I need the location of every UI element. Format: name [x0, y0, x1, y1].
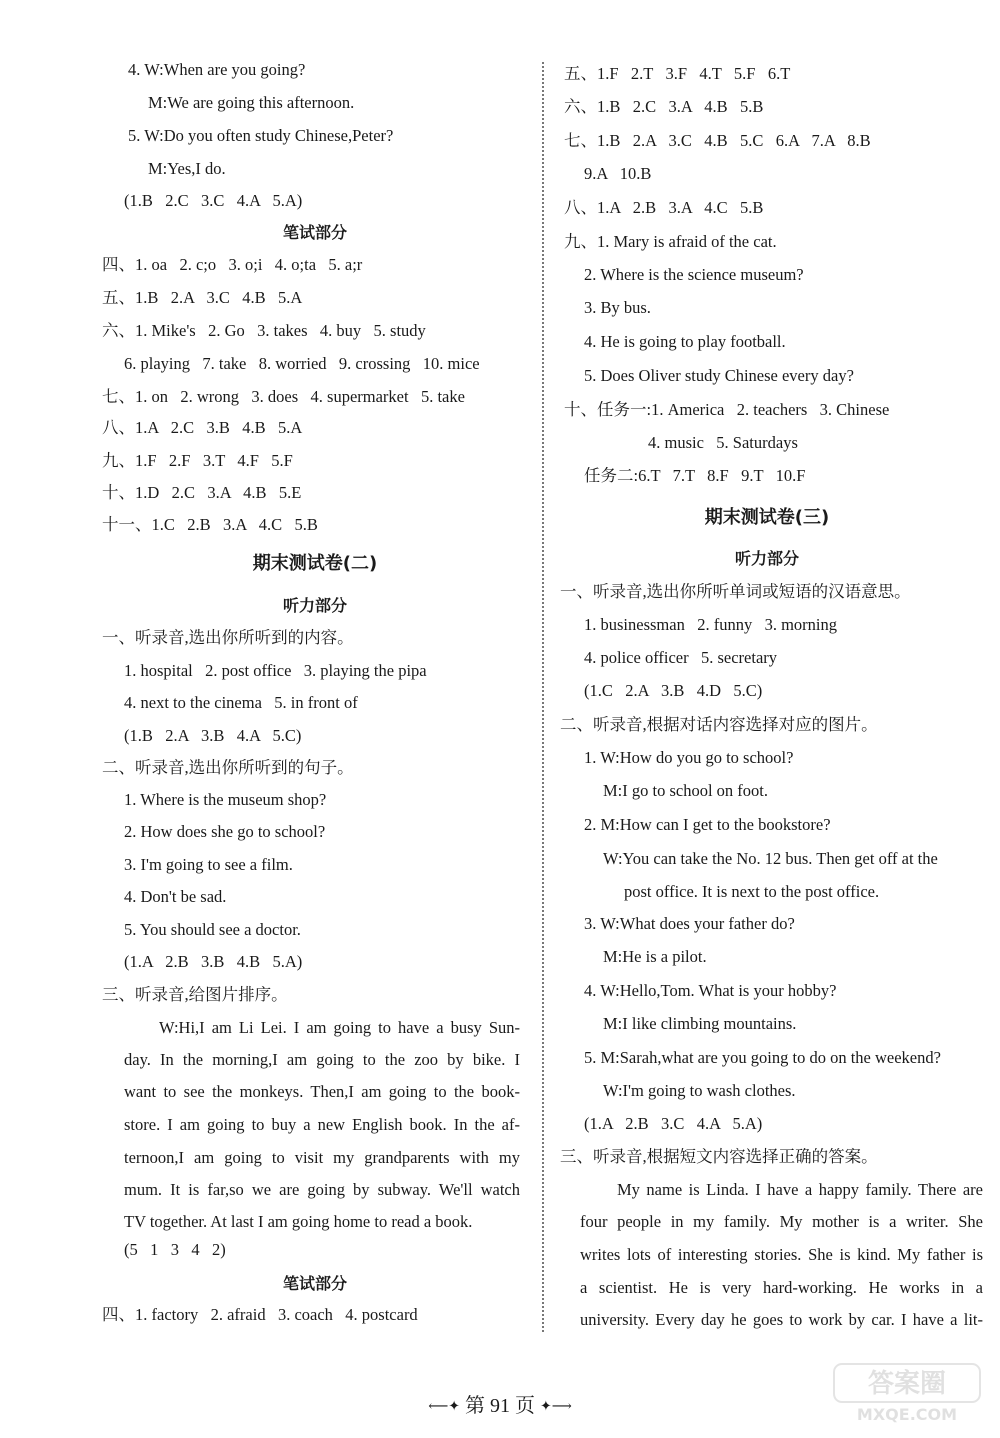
right-passage-1: four people in my family. My mother is a writer. She [580, 1212, 983, 1231]
left-line-22: 4. Don't be sad. [124, 887, 227, 906]
right-line-9: 5. Does Oliver study Chinese every day? [584, 366, 854, 385]
right-line-11: 4. music 5. Saturdays [648, 433, 798, 452]
right-line-17: 二、听录音,根据对话内容选择对应的图片。 [560, 715, 878, 734]
watermark-bottom-text: MXQE.COM [856, 1405, 958, 1424]
right-line-24: M:He is a pilot. [603, 947, 707, 966]
section-heading-writing-2: 笔试部分 [282, 1274, 347, 1293]
left-passage-3: store. I am going to buy a new English book. In the af- [124, 1115, 520, 1134]
watermark-logo [832, 1362, 982, 1424]
right-line-8: 4. He is going to play football. [584, 332, 786, 351]
left-line-27: 四、1. factory 2. afraid 3. coach 4. postcard [102, 1305, 418, 1324]
right-line-29: (1.A 2.B 3.C 4.A 5.A) [584, 1114, 763, 1133]
right-passage-0: My name is Linda. I have a happy family. There are [617, 1180, 983, 1199]
right-line-4: 八、1.A 2.B 3.A 4.C 5.B [564, 198, 764, 217]
left-passage-0: W:Hi,I am Li Lei. I am going to have a busy Sun- [159, 1018, 520, 1037]
right-line-27: 5. M:Sarah,what are you going to do on the weekend? [584, 1048, 941, 1067]
footer-decoration-left: ⟵✦ [428, 1399, 460, 1415]
left-line-24: (1.A 2.B 3.B 4.B 5.A) [124, 952, 303, 971]
left-line-25: 三、听录音,给图片排序。 [102, 985, 288, 1004]
left-line-16: 4. next to the cinema 5. in front of [124, 693, 358, 712]
left-line-10: 八、1.A 2.C 3.B 4.B 5.A [102, 418, 303, 437]
left-line-11: 九、1.F 2.F 3.T 4.F 5.F [102, 451, 293, 470]
right-line-28: W:I'm going to wash clothes. [603, 1081, 796, 1100]
footer-decoration-right: ✦⟶ [540, 1399, 572, 1415]
right-line-13: 一、听录音,选出你所听单词或短语的汉语意思。 [560, 582, 911, 601]
left-line-9: 七、1. on 2. wrong 3. does 4. supermarket 5. take [102, 387, 465, 406]
right-line-26: M:I like climbing mountains. [603, 1014, 797, 1033]
right-line-25: 4. W:Hello,Tom. What is your hobby? [584, 981, 837, 1000]
right-line-5: 九、1. Mary is afraid of the cat. [564, 232, 777, 251]
left-line-0: 4. W:When are you going? [128, 60, 306, 79]
right-line-22: post office. It is next to the post office. [624, 882, 880, 901]
right-passage-3: a scientist. He is very hard-working. He works in a [580, 1278, 983, 1297]
right-line-15: 4. police officer 5. secretary [584, 648, 778, 667]
left-line-19: 1. Where is the museum shop? [124, 790, 327, 809]
left-line-13: 十一、1.C 2.B 3.A 4.C 5.B [102, 515, 318, 534]
right-line-19: M:I go to school on foot. [603, 781, 768, 800]
left-line-15: 1. hospital 2. post office 3. playing the pipa [124, 661, 427, 680]
exam-title-3: 期末测试卷(三) [704, 507, 830, 528]
left-line-8: 6. playing 7. take 8. worried 9. crossing 10. mice [124, 354, 480, 373]
left-passage-6: TV together. At last I am going home to read a book. [124, 1212, 473, 1231]
left-line-3: M:Yes,I do. [148, 159, 226, 178]
left-passage-5: mum. It is far,so we are going by subway. We'll watch [124, 1180, 520, 1199]
left-line-12: 十、1.D 2.C 3.A 4.B 5.E [102, 483, 302, 502]
left-line-17: (1.B 2.A 3.B 4.A 5.C) [124, 726, 302, 745]
left-line-5: 四、1. oa 2. c;o 3. o;i 4. o;ta 5. a;r [102, 255, 363, 274]
watermark-top-text: 答案圈 [867, 1369, 947, 1399]
right-line-3: 9.A 10.B [584, 164, 652, 183]
left-line-21: 3. I'm going to see a film. [124, 855, 293, 874]
section-heading-listening-3: 听力部分 [734, 549, 799, 568]
column-divider [542, 62, 544, 1332]
left-line-4: (1.B 2.C 3.C 4.A 5.A) [124, 191, 303, 210]
left-line-6: 五、1.B 2.A 3.C 4.B 5.A [102, 288, 303, 307]
right-line-21: W:You can take the No. 12 bus. Then get off at the [603, 849, 938, 868]
left-line-2: 5. W:Do you often study Chinese,Peter? [128, 126, 394, 145]
right-line-2: 七、1.B 2.A 3.C 4.B 5.C 6.A 7.A 8.B [564, 131, 871, 150]
right-passage-4: university. Every day he goes to work by car. I have a lit- [580, 1310, 983, 1329]
right-line-6: 2. Where is the science museum? [584, 265, 804, 284]
right-line-0: 五、1.F 2.T 3.F 4.T 5.F 6.T [564, 64, 791, 83]
right-line-7: 3. By bus. [584, 298, 651, 317]
left-line-18: 二、听录音,选出你所听到的句子。 [102, 758, 354, 777]
section-heading-listening-2: 听力部分 [282, 596, 347, 615]
section-heading-writing-1: 笔试部分 [282, 223, 347, 242]
left-line-20: 2. How does she go to school? [124, 822, 326, 841]
right-line-23: 3. W:What does your father do? [584, 914, 795, 933]
left-passage-1: day. In the morning,I am going to the zoo by bike. I [124, 1050, 520, 1069]
right-line-18: 1. W:How do you go to school? [584, 748, 794, 767]
right-line-20: 2. M:How can I get to the bookstore? [584, 815, 831, 834]
left-line-7: 六、1. Mike's 2. Go 3. takes 4. buy 5. study [102, 321, 426, 340]
page-number: 第 91 页 [465, 1395, 535, 1417]
right-line-1: 六、1.B 2.C 3.A 4.B 5.B [564, 97, 764, 116]
right-line-12: 任务二:6.T 7.T 8.F 9.T 10.F [584, 466, 806, 485]
left-line-1: M:We are going this afternoon. [148, 93, 355, 112]
right-line-10: 十、任务一:1. America 2. teachers 3. Chinese [564, 400, 890, 419]
exam-title-2: 期末测试卷(二) [252, 553, 378, 574]
right-passage-2: writes lots of interesting stories. She is kind. My father is [580, 1245, 983, 1264]
left-line-23: 5. You should see a doctor. [124, 920, 301, 939]
left-passage-2: want to see the monkeys. Then,I am going to the book- [124, 1082, 520, 1101]
right-line-16: (1.C 2.A 3.B 4.D 5.C) [584, 681, 763, 700]
right-line-30: 三、听录音,根据短文内容选择正确的答案。 [560, 1147, 878, 1166]
right-line-14: 1. businessman 2. funny 3. morning [584, 615, 837, 634]
left-line-14: 一、听录音,选出你所听到的内容。 [102, 628, 354, 647]
left-line-26: (5 1 3 4 2) [124, 1240, 226, 1259]
left-passage-4: ternoon,I am going to visit my grandparents with my [124, 1148, 520, 1167]
